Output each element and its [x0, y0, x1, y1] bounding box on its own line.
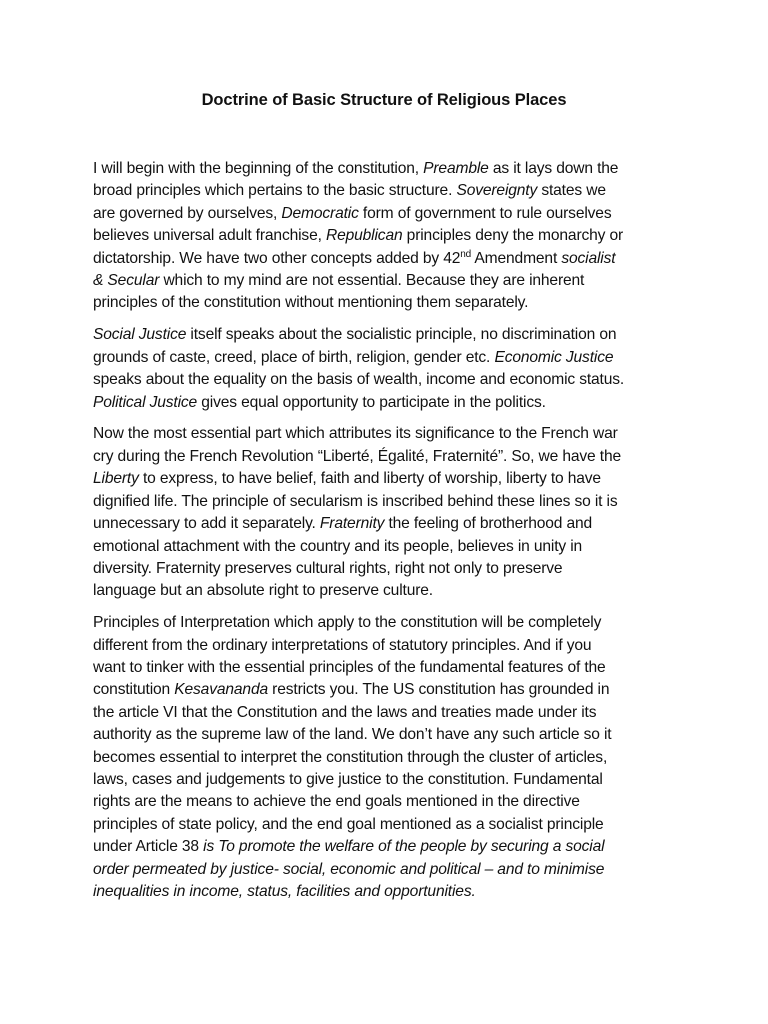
text-line: laws, cases and judgements to give justice to the constitution. Fundamental: [93, 771, 603, 789]
text-line: [93, 203, 676, 225]
text-line: [93, 836, 676, 858]
text-line: [93, 248, 676, 270]
text-run: as it lays down the: [488, 160, 619, 177]
text-line: emotional attachment with the country and its people, believes in unity in: [93, 537, 583, 555]
text-line: speaks about the equality on the basis of wealth, income and economic status.: [93, 371, 625, 389]
text-run: the feeling of brotherhood and: [384, 515, 593, 533]
text-line: principles of state policy, and the end goal mentioned as a socialist principle: [93, 815, 604, 833]
text-line: language but an absolute right to preserve culture.: [93, 582, 433, 600]
text-line: diversity. Fraternity preserves cultural rights, right not only to preserve: [93, 559, 563, 577]
text-run: itself speaks about the socialistic principle, no discrimination on: [186, 326, 617, 344]
text-line: dignified life. The principle of secularism is inscribed behind these lines so it is: [93, 492, 618, 510]
paragraph-preamble: [93, 158, 676, 315]
text-run: I will begin with the beginning of the constitution,: [93, 160, 424, 177]
text-line: [93, 225, 676, 247]
italic-term: Republican: [325, 227, 403, 245]
superscript: nd: [460, 248, 472, 260]
text-line: principles of the constitution without mentioning them separately.: [93, 294, 529, 312]
paragraph-justice: [93, 324, 676, 414]
document-title: Doctrine of Basic Structure of Religious Places: [201, 91, 567, 109]
italic-term: Political Justice: [93, 393, 198, 411]
text-run: dictatorship. We have two other concepts added by 42: [93, 249, 461, 267]
text-line: Principles of Interpretation which apply to the constitution will be completely: [93, 614, 602, 632]
text-run: to express, to have belief, faith and liberty of worship, liberty to have: [138, 470, 601, 488]
text-line: [93, 392, 676, 414]
text-run: are governed by ourselves,: [93, 204, 282, 222]
text-line: Now the most essential part which attributes its significance to the French war: [93, 425, 618, 443]
text-run: believes universal adult franchise,: [93, 227, 326, 245]
text-run: which to my mind are not essential. Because they are inherent: [159, 272, 585, 290]
document-body: [93, 158, 676, 913]
text-line: different from the ordinary interpretations of statutory principles. And if you: [93, 636, 592, 654]
italic-term: Liberty: [93, 470, 139, 488]
italic-text: is To promote the welfare of the people by securing a social: [203, 838, 605, 856]
italic-term: Fraternity: [319, 515, 385, 533]
italic-term: Democratic: [281, 204, 359, 222]
text-run: Amendment: [471, 249, 562, 267]
text-line: [93, 180, 676, 202]
text-run: unnecessary to add it separately.: [93, 515, 320, 533]
italic-term: Sovereignty: [456, 182, 538, 200]
text-line: [93, 158, 676, 180]
italic-term: Preamble: [423, 160, 489, 177]
text-line: cry during the French Revolution “Liberté, Égalité, Fraternité”. So, we have the: [93, 447, 621, 465]
text-line: [93, 468, 676, 490]
text-line: authority as the supreme law of the land. We don’t have any such article so it: [93, 726, 612, 744]
text-run: restricts you. The US constitution has grounded in: [268, 681, 610, 699]
text-line: [93, 679, 676, 701]
italic-term: Economic Justice: [494, 348, 614, 366]
italic-term: Kesavananda: [174, 681, 268, 699]
text-run: broad principles which pertains to the basic structure.: [93, 182, 457, 200]
text-line: [93, 324, 676, 346]
paragraph-interpretation: [93, 612, 676, 903]
text-line: rights are the means to achieve the end goals mentioned in the directive: [93, 793, 580, 811]
italic-term: Social Justice: [93, 326, 187, 344]
paragraph-liberty: [93, 423, 676, 602]
italic-term: socialist: [561, 249, 616, 267]
text-run: grounds of caste, creed, place of birth, religion, gender etc.: [93, 348, 495, 366]
text-run: form of government to rule ourselves: [358, 204, 612, 222]
text-run: principles deny the monarchy or: [402, 227, 624, 245]
text-run: constitution: [93, 681, 175, 699]
text-line: the article VI that the Constitution and the laws and treaties made under its: [93, 703, 597, 721]
italic-text-line: order permeated by justice- social, economic and political – and to minimise: [93, 860, 605, 878]
text-run: states we: [537, 182, 606, 200]
text-line: becomes essential to interpret the constitution through the cluster of articles,: [93, 748, 608, 766]
text-line: [93, 347, 676, 369]
text-run: under Article 38: [93, 838, 204, 856]
text-line: want to tinker with the essential principles of the fundamental features of the: [93, 659, 606, 677]
text-run: gives equal opportunity to participate in the politics.: [197, 393, 546, 411]
text-line: [93, 270, 676, 292]
italic-text-line: inequalities in income, status, facilities and opportunities.: [93, 883, 476, 901]
text-line: [93, 513, 676, 535]
italic-term: & Secular: [93, 272, 160, 290]
